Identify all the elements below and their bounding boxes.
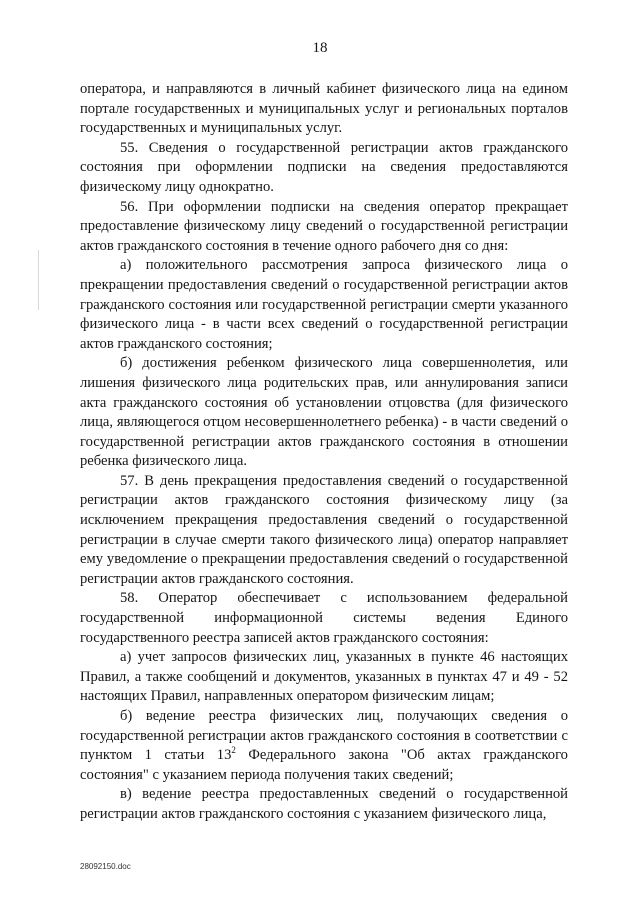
paragraph-56-a: а) положительного рассмотрения запроса физического лица о прекращении предоставления сведений о государственной регистрации актов гражданского состояния или государственной регистрации смерти указанного физического лица - в части всех сведений о государственной регистрации актов гражданского состояния; — [80, 257, 568, 352]
paragraph-55: 55. Сведения о государственной регистрации актов гражданского состояния при оформлении подписки на сведения предоставляются физическому лицу однократно. — [80, 139, 568, 195]
superscript-2: 2 — [231, 745, 236, 756]
page-number: 18 — [312, 40, 328, 56]
paragraph-58-a: а) учет запросов физических лиц, указанных в пункте 46 настоящих Правил, а также сообщений и документов, указанных в пунктах 47 и 49 - 52 настоящих Правил, направленных оператором физическим лицам; — [80, 649, 568, 705]
paragraph-continuation: оператора, и направляются в личный кабинет физического лица на едином портале государственных и муниципальных услуг и региональных порталов государственных и муниципальных услуг. — [80, 81, 568, 137]
paragraph-58-b-text-after: Федерального закона "Об актах гражданского состояния" с указанием периода получения таких сведений; — [80, 747, 568, 783]
footer-file-code: 28092150.doc — [80, 862, 131, 871]
paragraph-58-b — [80, 707, 568, 785]
paragraph-56: 56. При оформлении подписки на сведения оператор прекращает предоставление физическому лицу сведений о государственной регистрации актов гражданского состояния в течение одного рабочего дня со дня: — [80, 198, 568, 254]
paragraph-58-v: в) ведение реестра предоставленных сведений о государственной регистрации актов гражданского состояния с указанием физического лица, — [80, 786, 568, 822]
margin-mark — [38, 250, 39, 310]
paragraph-57: 57. В день прекращения предоставления сведений о государственной регистрации актов гражданского состояния физическому лицу (за исключением прекращения предоставления сведений о государственной регистрации в случае смерти такого физического лица) оператор направляет ему уведомление о прекращении предоставления сведений о государственной регистрации актов гражданского состояния. — [80, 472, 568, 587]
paragraph-58: 58. Оператор обеспечивает с использованием федеральной государственной информационной системы ведения Единого государственного реестра записей актов гражданского состояния: — [80, 590, 568, 646]
paragraph-58-b-text-before: б) ведение реестра физических лиц, получающих сведения о государственной регистрации актов гражданского состояния в соответствии с пунктом 1 статьи 13 — [80, 708, 568, 764]
paragraph-56-b: б) достижения ребенком физического лица совершеннолетия, или лишения физического лица родительских прав, или аннулирования записи акта гражданского состояния об установлении отцовства (для физического лица, являющегося отцом несовершеннолетнего ребенка) - в части сведений о государственной регистрации актов гражданского состояния в отношении ребенка физического лица. — [80, 355, 568, 470]
document-body — [80, 80, 568, 825]
